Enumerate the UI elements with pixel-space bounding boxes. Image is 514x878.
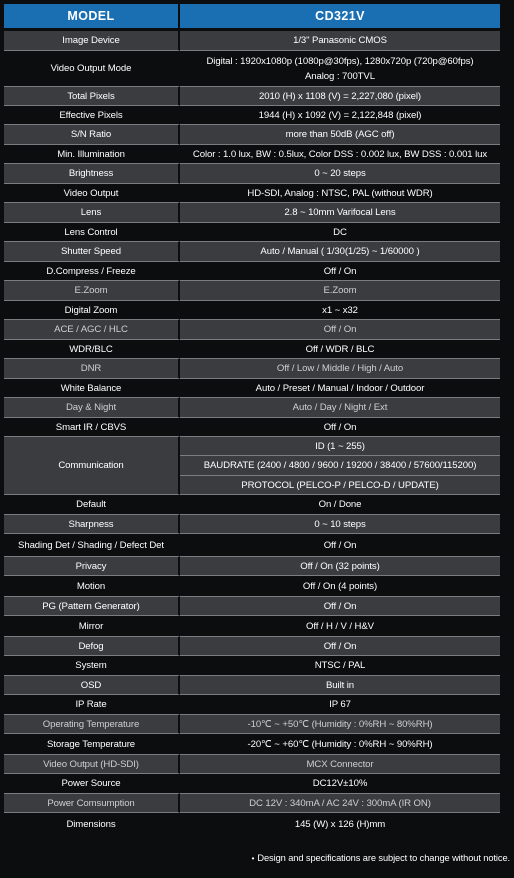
row-value: Off / H / V / H&V xyxy=(180,616,500,637)
table-row xyxy=(4,755,500,774)
row-label: White Balance xyxy=(4,379,180,398)
table-row xyxy=(4,715,500,734)
table-row xyxy=(4,31,500,51)
row-label: Storage Temperature xyxy=(4,734,180,755)
row-label: Image Device xyxy=(4,31,180,51)
spec-table xyxy=(4,4,500,835)
table-header-row xyxy=(4,4,500,31)
table-row xyxy=(4,418,500,437)
row-label: OSD xyxy=(4,676,180,695)
row-value: DC xyxy=(180,223,500,242)
row-value: 0 ~ 10 steps xyxy=(180,515,500,534)
row-label: Effective Pixels xyxy=(4,106,180,125)
table-row xyxy=(4,203,500,223)
table-row xyxy=(4,145,500,164)
footnote-text: Design and specifications are subject to change without notice. xyxy=(257,853,510,863)
row-value-line: Digital : 1920x1080p (1080p@30fps), 1280x720p (720p@60fps) xyxy=(206,55,474,67)
row-label: DNR xyxy=(4,359,180,379)
row-value: 2010 (H) x 1108 (V) = 2,227,080 (pixel) xyxy=(180,87,500,106)
row-label: Day & Night xyxy=(4,398,180,418)
row-label: Defog xyxy=(4,637,180,656)
row-value: 1944 (H) x 1092 (V) = 2,122,848 (pixel) xyxy=(180,106,500,125)
row-label: Video Output Mode xyxy=(4,51,180,87)
row-value: 2.8 ~ 10mm Varifocal Lens xyxy=(180,203,500,223)
row-value: 145 (W) x 126 (H)mm xyxy=(180,813,500,835)
row-label: E.Zoom xyxy=(4,281,180,301)
row-label: ACE / AGC / HLC xyxy=(4,320,180,340)
row-value: more than 50dB (AGC off) xyxy=(180,125,500,145)
row-label: Sharpness xyxy=(4,515,180,534)
table-row xyxy=(4,515,500,534)
row-label: Dimensions xyxy=(4,813,180,835)
row-value: x1 ~ x32 xyxy=(180,301,500,320)
row-value: Auto / Day / Night / Ext xyxy=(180,398,500,418)
row-label: Power Source xyxy=(4,774,180,794)
row-label: Shutter Speed xyxy=(4,242,180,262)
row-label: Lens Control xyxy=(4,223,180,242)
row-value: Auto / Manual ( 1/30(1/25) ~ 1/60000 ) xyxy=(180,242,500,262)
row-value-line: Analog : 700TVL xyxy=(305,70,375,82)
table-row xyxy=(4,359,500,379)
row-value: Off / On xyxy=(180,534,500,557)
row-label: Communication xyxy=(4,437,180,495)
row-value: MCX Connector xyxy=(180,755,500,774)
table-row xyxy=(4,534,500,557)
row-label: Brightness xyxy=(4,164,180,184)
table-row xyxy=(4,794,500,813)
table-row xyxy=(4,597,500,616)
table-row xyxy=(4,320,500,340)
model-header: MODEL xyxy=(4,4,180,31)
row-value: Off / On (4 points) xyxy=(180,576,500,597)
row-label: Video Output xyxy=(4,184,180,203)
table-row xyxy=(4,51,500,87)
table-row xyxy=(4,87,500,106)
row-label: Mirror xyxy=(4,616,180,637)
table-row xyxy=(4,695,500,715)
table-row xyxy=(4,184,500,203)
row-value: 1/3" Panasonic CMOS xyxy=(180,31,500,51)
table-row xyxy=(4,398,500,418)
row-value: DC12V±10% xyxy=(180,774,500,794)
row-value: ID (1 ~ 255) xyxy=(180,437,500,456)
table-row xyxy=(4,557,500,576)
table-row xyxy=(4,616,500,637)
row-value: DC 12V : 340mA / AC 24V : 300mA (IR ON) xyxy=(180,794,500,813)
row-label: Shading Det / Shading / Defect Det xyxy=(4,534,180,557)
table-row xyxy=(4,813,500,835)
row-label: Motion xyxy=(4,576,180,597)
table-row xyxy=(4,262,500,281)
row-label: Digital Zoom xyxy=(4,301,180,320)
row-value: -20℃ ~ +60℃ (Humidity : 0%RH ~ 90%RH) xyxy=(180,734,500,755)
row-label: D.Compress / Freeze xyxy=(4,262,180,281)
table-row xyxy=(4,242,500,262)
row-value: PROTOCOL (PELCO-P / PELCO-D / UPDATE) xyxy=(180,476,500,495)
table-row xyxy=(4,637,500,656)
table-row xyxy=(4,656,500,676)
row-label: IP Rate xyxy=(4,695,180,715)
table-row xyxy=(4,301,500,320)
table-row xyxy=(4,495,500,515)
footnote xyxy=(222,853,510,863)
row-value: BAUDRATE (2400 / 4800 / 9600 / 19200 / 38400 / 57600/115200) xyxy=(180,456,500,476)
table-row xyxy=(4,379,500,398)
row-label: Lens xyxy=(4,203,180,223)
row-label: Smart IR / CBVS xyxy=(4,418,180,437)
row-value: E.Zoom xyxy=(180,281,500,301)
table-row xyxy=(4,774,500,794)
row-value: Off / On xyxy=(180,418,500,437)
row-label: S/N Ratio xyxy=(4,125,180,145)
row-value: Auto / Preset / Manual / Indoor / Outdoor xyxy=(180,379,500,398)
row-value xyxy=(180,51,500,87)
row-value: Off / On (32 points) xyxy=(180,557,500,576)
row-label: Video Output (HD-SDI) xyxy=(4,755,180,774)
table-row xyxy=(4,734,500,755)
row-label: Operating Temperature xyxy=(4,715,180,734)
row-value: HD-SDI, Analog : NTSC, PAL (without WDR) xyxy=(180,184,500,203)
row-value: Off / On xyxy=(180,262,500,281)
table-row xyxy=(4,281,500,301)
table-row xyxy=(4,164,500,184)
row-value: Built in xyxy=(180,676,500,695)
row-value: -10℃ ~ +50℃ (Humidity : 0%RH ~ 80%RH) xyxy=(180,715,500,734)
row-label: Power Comsumption xyxy=(4,794,180,813)
table-row xyxy=(4,576,500,597)
row-value: NTSC / PAL xyxy=(180,656,500,676)
row-value: Color : 1.0 lux, BW : 0.5lux, Color DSS : 0.002 lux, BW DSS : 0.001 lux xyxy=(180,145,500,164)
table-row xyxy=(4,676,500,695)
row-value: Off / On xyxy=(180,320,500,340)
row-value: Off / On xyxy=(180,637,500,656)
table-row xyxy=(4,340,500,359)
row-label: Default xyxy=(4,495,180,515)
model-value-header: CD321V xyxy=(180,4,500,31)
row-value: Off / On xyxy=(180,597,500,616)
row-value: IP 67 xyxy=(180,695,500,715)
row-label: Privacy xyxy=(4,557,180,576)
table-row xyxy=(4,125,500,145)
row-label: WDR/BLC xyxy=(4,340,180,359)
table-row xyxy=(4,223,500,242)
row-value: 0 ~ 20 steps xyxy=(180,164,500,184)
row-label: Total Pixels xyxy=(4,87,180,106)
row-label: PG (Pattern Generator) xyxy=(4,597,180,616)
table-row-communication xyxy=(4,437,500,456)
row-value: On / Done xyxy=(180,495,500,515)
row-value: Off / WDR / BLC xyxy=(180,340,500,359)
bullet-icon: • xyxy=(251,854,255,863)
row-value: Off / Low / Middle / High / Auto xyxy=(180,359,500,379)
table-row xyxy=(4,106,500,125)
row-label: Min. Illumination xyxy=(4,145,180,164)
row-label: System xyxy=(4,656,180,676)
